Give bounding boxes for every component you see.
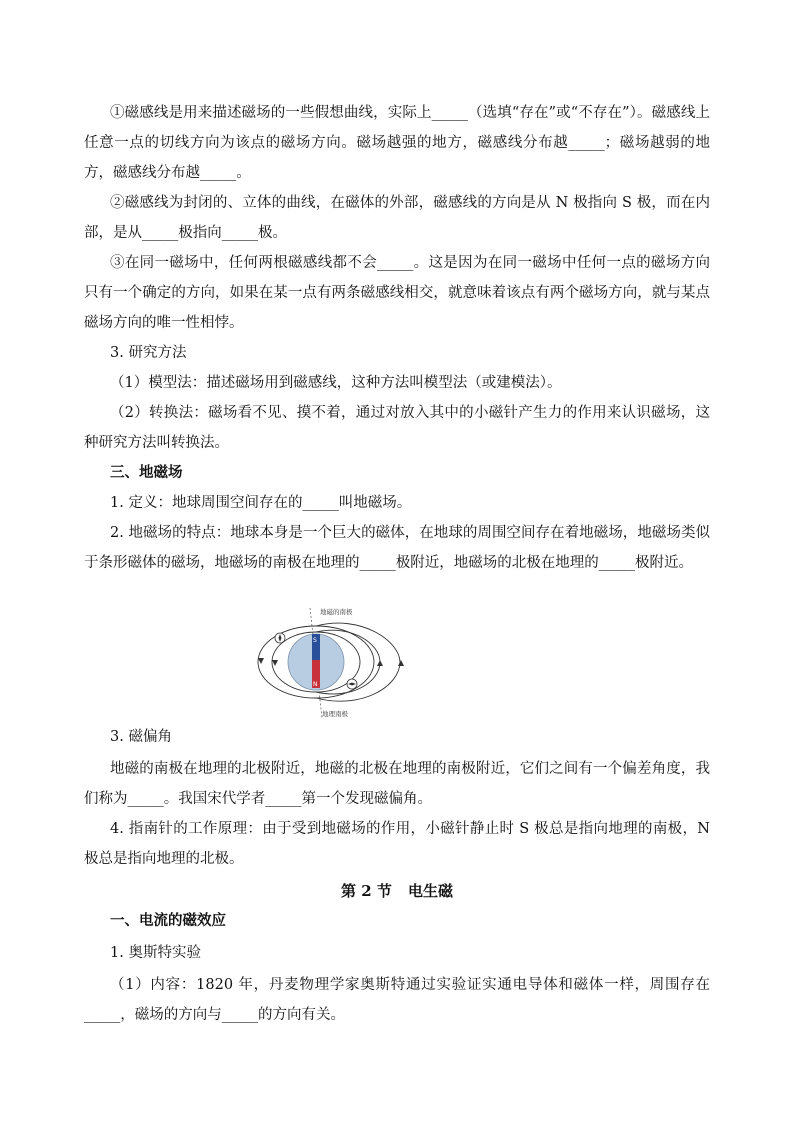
paragraph-model-method: （1）模型法：描述磁场用到磁感线，这种方法叫模型法（或建模法）。	[110, 375, 562, 391]
heading-geomagnetic-field: 三、地磁场	[110, 464, 183, 481]
paragraph-geomagnetic-definition: 1. 定义：地球周围空间存在的_____叫地磁场。	[110, 495, 412, 511]
earth-magnetic-field-diagram	[252, 604, 412, 720]
paragraph-oersted-content: （1）内容：1820 年，丹麦物理学家奥斯特通过实验证实通电导体和磁体一样，周围存在_____，磁场的方向与_____的方向有关。	[84, 977, 710, 1023]
heading-current-magnetic-effect: 一、电流的磁效应	[110, 912, 226, 929]
section-name: 电生磁	[407, 882, 453, 900]
magnet-pole-s: S	[313, 637, 317, 644]
heading-research-method: 3. 研究方法	[110, 345, 187, 361]
section-number: 第 2 节	[341, 882, 392, 900]
paragraph-field-lines-closed: ②磁感线为封闭的、立体的曲线，在磁体的外部，磁感线的方向是从 N 极指向 S 极，而在内部，是从_____极指向_____极。	[84, 195, 710, 241]
label-geographic-south: 地理南极	[322, 710, 348, 718]
arrow-right-inner	[377, 660, 383, 666]
paragraph-conversion-method: （2）转换法：磁场看不见、摸不着，通过对放入其中的小磁针产生力的作用来认识磁场，这种研究方法叫转换法。	[84, 405, 710, 451]
section-title	[0, 876, 794, 906]
arrow-left-outer	[258, 658, 264, 664]
paragraph-geomagnetic-feature: 2. 地磁场的特点：地球本身是一个巨大的磁体，在地球的周围空间存在着地磁场，地磁场类似于条形磁体的磁场，地磁场的南极在地理的_____极附近，地磁场的北极在地理的_____极附近。	[84, 525, 710, 571]
label-geomagnetic-south: 地磁的南极	[320, 608, 353, 616]
arrow-left-inner	[272, 660, 278, 666]
magnet-pole-n: N	[313, 681, 318, 688]
heading-oersted-experiment: 1. 奥斯特实验	[110, 945, 201, 961]
paragraph-compass-principle: 4. 指南针的工作原理：由于受到地磁场的作用，小磁针静止时 S 极总是指向地理的南极，N 极总是指向地理的北极。	[84, 821, 710, 867]
arrow-right-outer	[398, 660, 404, 666]
paragraph-magnetic-declination: 地磁的南极在地理的北极附近，地磁的北极在地理的南极附近，它们之间有一个偏差角度，我们称为_____。我国宋代学者_____第一个发现磁偏角。	[84, 761, 710, 807]
paragraph-field-lines-no-cross: ③在同一磁场中，任何两根磁感线都不会_____。这是因为在同一磁场中任何一点的磁场方向只有一个确定的方向，如果在某一点有两条磁感线相交，就意味着该点有两个磁场方向，就与某点磁场方向的唯一性相悖。	[84, 255, 710, 331]
heading-magnetic-declination: 3. 磁偏角	[110, 729, 172, 745]
paragraph-field-lines-imaginary: ①磁感线是用来描述磁场的一些假想曲线，实际上_____（选填“存在”或“不存在”）。磁感线上任意一点的切线方向为该点的磁场方向。磁场越强的地方，磁感线分布越_____；磁场越弱的地方，磁感线分布越_____。	[84, 105, 710, 181]
